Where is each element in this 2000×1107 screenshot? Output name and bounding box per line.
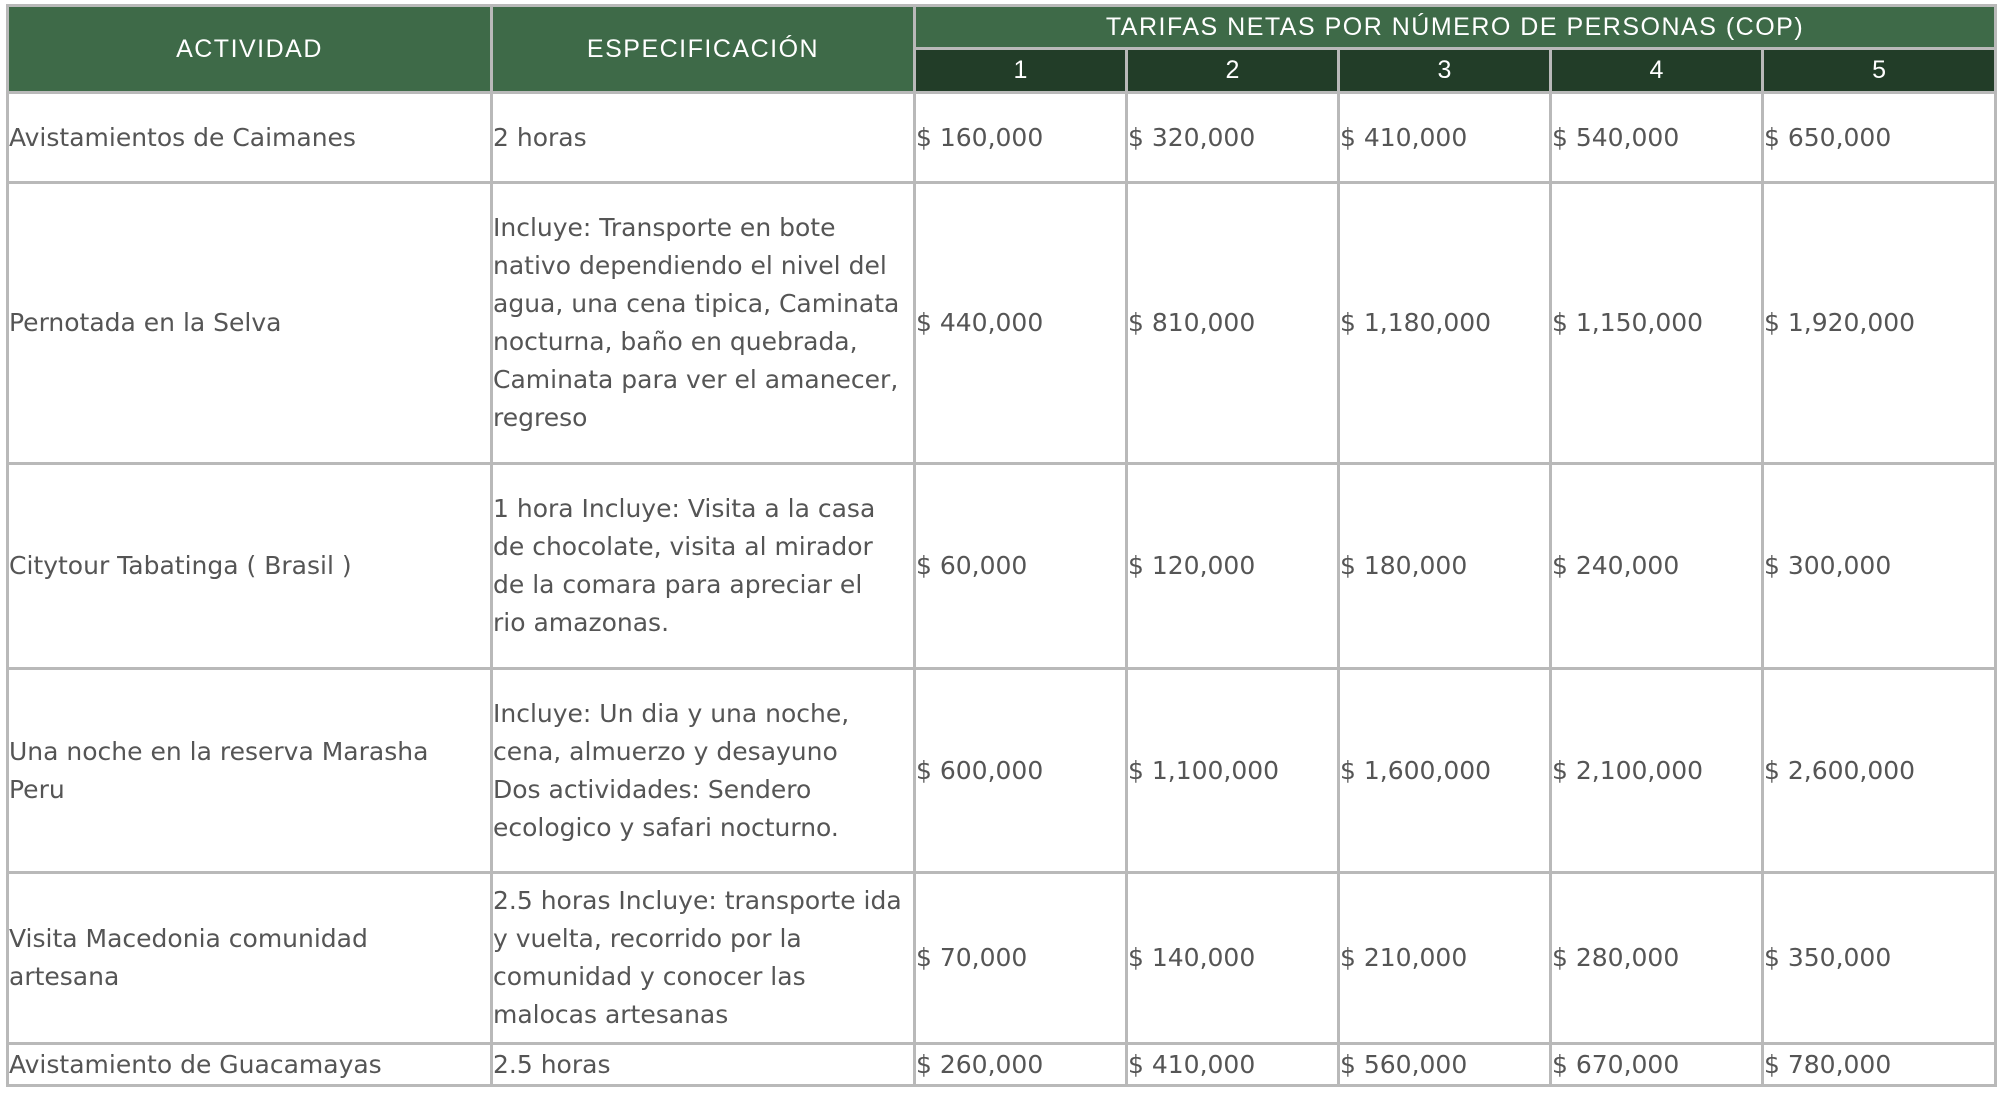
activity-spec: 2 horas: [492, 93, 915, 183]
table-row: [8, 93, 1996, 183]
activity-spec: 2.5 horas: [492, 1044, 915, 1086]
table-row: [8, 183, 1996, 464]
price-4-persons: $ 280,000: [1551, 873, 1763, 1044]
table-row: [8, 669, 1996, 873]
activity-name: Pernotada en la Selva: [8, 183, 492, 464]
price-3-persons: $ 1,180,000: [1339, 183, 1551, 464]
header-actividad: ACTIVIDAD: [8, 6, 492, 93]
price-2-persons: $ 410,000: [1127, 1044, 1339, 1086]
price-3-persons: $ 410,000: [1339, 93, 1551, 183]
header-personas-5: 5: [1763, 49, 1996, 93]
price-1-person: $ 600,000: [915, 669, 1127, 873]
price-2-persons: $ 120,000: [1127, 464, 1339, 669]
price-3-persons: $ 1,600,000: [1339, 669, 1551, 873]
price-1-person: $ 60,000: [915, 464, 1127, 669]
price-4-persons: $ 1,150,000: [1551, 183, 1763, 464]
activity-spec: 1 hora Incluye: Visita a la casa de chocolate, visita al mirador de la comara para apreciar el rio amazonas.: [492, 464, 915, 669]
price-2-persons: $ 320,000: [1127, 93, 1339, 183]
header-especificacion: ESPECIFICACIÓN: [492, 6, 915, 93]
price-5-persons: $ 300,000: [1763, 464, 1996, 669]
activity-name: Avistamientos de Caimanes: [8, 93, 492, 183]
table-row: [8, 873, 1996, 1044]
price-3-persons: $ 210,000: [1339, 873, 1551, 1044]
price-2-persons: $ 1,100,000: [1127, 669, 1339, 873]
rates-table: [6, 4, 1997, 1087]
activity-name: Visita Macedonia comunidad artesana: [8, 873, 492, 1044]
price-4-persons: $ 670,000: [1551, 1044, 1763, 1086]
price-2-persons: $ 810,000: [1127, 183, 1339, 464]
activity-name: Una noche en la reserva Marasha Peru: [8, 669, 492, 873]
price-2-persons: $ 140,000: [1127, 873, 1339, 1044]
price-1-person: $ 70,000: [915, 873, 1127, 1044]
price-5-persons: $ 780,000: [1763, 1044, 1996, 1086]
activity-spec: Incluye: Un dia y una noche, cena, almuerzo y desayuno Dos actividades: Sendero ecologico y safari nocturno.: [492, 669, 915, 873]
price-5-persons: $ 1,920,000: [1763, 183, 1996, 464]
activity-name: Citytour Tabatinga ( Brasil ): [8, 464, 492, 669]
header-personas-3: 3: [1339, 49, 1551, 93]
price-5-persons: $ 650,000: [1763, 93, 1996, 183]
activity-spec: Incluye: Transporte en bote nativo dependiendo el nivel del agua, una cena tipica, Caminata nocturna, baño en quebrada, Caminata para ver el amanecer, regreso: [492, 183, 915, 464]
table-row: [8, 1044, 1996, 1086]
header-personas-2: 2: [1127, 49, 1339, 93]
header-personas-1: 1: [915, 49, 1127, 93]
price-5-persons: $ 350,000: [1763, 873, 1996, 1044]
activity-spec: 2.5 horas Incluye: transporte ida y vuelta, recorrido por la comunidad y conocer las malocas artesanas: [492, 873, 915, 1044]
header-tarifas: TARIFAS NETAS POR NÚMERO DE PERSONAS (COP): [915, 6, 1996, 49]
price-1-person: $ 440,000: [915, 183, 1127, 464]
price-5-persons: $ 2,600,000: [1763, 669, 1996, 873]
price-1-person: $ 260,000: [915, 1044, 1127, 1086]
price-4-persons: $ 240,000: [1551, 464, 1763, 669]
price-3-persons: $ 560,000: [1339, 1044, 1551, 1086]
header-row-top: [8, 6, 1996, 49]
header-personas-4: 4: [1551, 49, 1763, 93]
table-row: [8, 464, 1996, 669]
price-1-person: $ 160,000: [915, 93, 1127, 183]
price-3-persons: $ 180,000: [1339, 464, 1551, 669]
price-4-persons: $ 540,000: [1551, 93, 1763, 183]
price-4-persons: $ 2,100,000: [1551, 669, 1763, 873]
activity-name: Avistamiento de Guacamayas: [8, 1044, 492, 1086]
